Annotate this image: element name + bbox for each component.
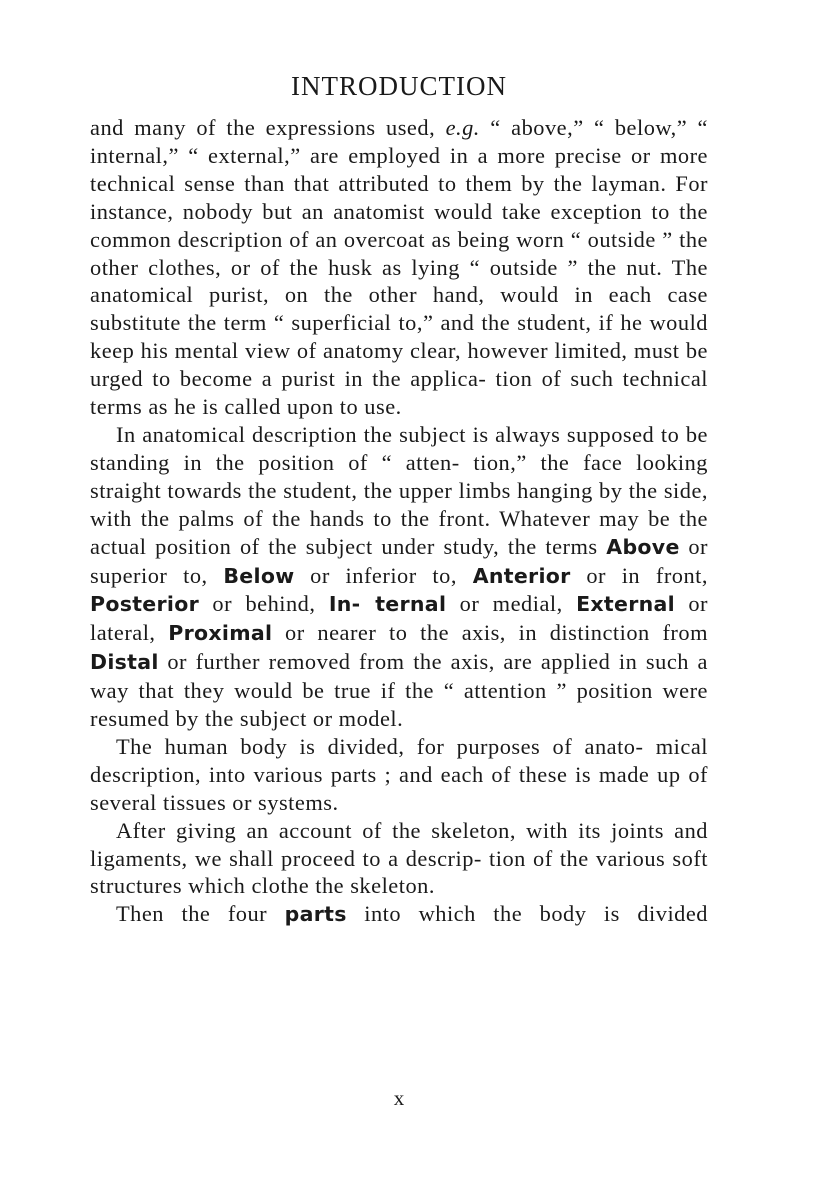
text-span: or further removed from the axis, are applied in such a way that they would be true if the “ attention ” position were resumed by the subject or model. (90, 649, 708, 732)
text-span: Then the four (116, 901, 285, 927)
bold-term-internal: In- ternal (328, 592, 447, 617)
text-span: into which the body is divided (346, 901, 708, 927)
bold-term-above: Above (606, 534, 680, 559)
text-span: or behind, (199, 591, 329, 617)
text-span: or lateral, (90, 591, 709, 646)
paragraph-1 (90, 114, 708, 421)
bold-term-posterior: Posterior (90, 592, 200, 617)
body-text (90, 114, 708, 929)
bold-term-distal: Distal (90, 650, 159, 675)
text-span: The human body is divided, for purposes of anato- mical description, into various parts ; and each of these is made up of several tissues or systems. (90, 733, 708, 815)
bold-term-external: External (576, 592, 675, 617)
text-span: “ above,” “ below,” “ internal,” “ external,” are employed in a more precise or more technical sense than that attributed to them by the layman. For instance, nobody but an anatomist would take exception to the common description of an overcoat as being worn “ outside ” the other clothes, or of the husk as lying “ outside ” the nut. The anatomical purist, on the other hand, would in each case substitute the term “ superficial to,” and the student, if he would keep his mental view of anatomy clear, however limited, must be urged to become a purist in the applica- tion of such technical terms as he is called upon to use. (90, 115, 708, 420)
italic-term: e.g. (445, 115, 480, 140)
page-number: x (393, 1086, 405, 1110)
running-header: INTRODUCTION (291, 71, 507, 101)
paragraph-3 (90, 733, 708, 817)
book-page (90, 70, 708, 929)
bold-term-anterior: Anterior (472, 563, 571, 588)
paragraph-5 (90, 900, 708, 929)
text-span: After giving an account of the skeleton, with its joints and ligaments, we shall proceed to a descrip- tion of the various soft structures which clothe the skeleton. (90, 817, 708, 899)
paragraph-2 (90, 421, 708, 733)
bold-term-below: Below (223, 563, 295, 588)
bold-term-parts: parts (284, 902, 347, 927)
bold-term-proximal: Proximal (168, 621, 273, 646)
text-span: or medial, (446, 591, 577, 617)
text-span: or inferior to, (294, 562, 473, 588)
text-span: or in front, (570, 562, 708, 588)
text-span: or nearer to the axis, in distinction from (272, 620, 708, 646)
text-span: or superior to, (90, 533, 708, 588)
paragraph-4 (90, 817, 708, 901)
text-span: and many of the expressions used, (90, 115, 446, 140)
text-span: In anatomical description the subject is always supposed to be standing in the position of “ atten- tion,” the face looking straight towards the student, the upper limbs hanging by the side, with the palms of the hands to the front. Whatever may be the actual position of the subject under study, the terms (90, 421, 708, 559)
